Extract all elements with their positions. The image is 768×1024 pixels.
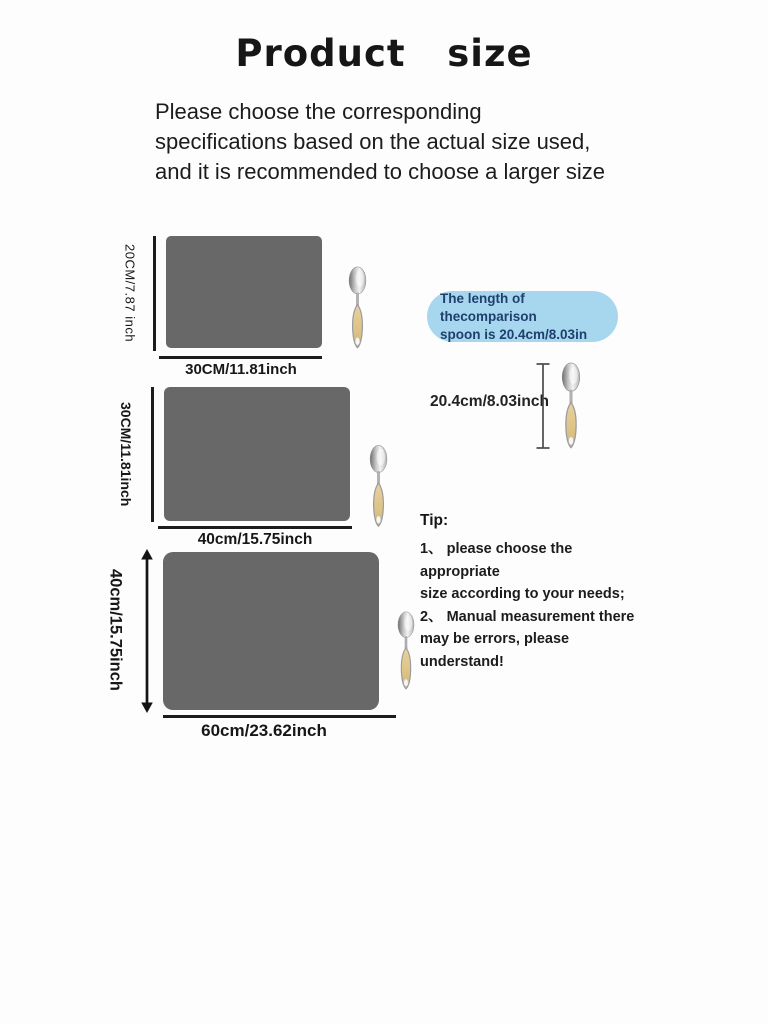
mat2-height-line (151, 387, 154, 522)
double-arrow-icon (137, 549, 157, 713)
tip-text (420, 538, 650, 673)
tip-line: size according to your needs; (420, 586, 625, 602)
callout-line1: The length of thecomparison (440, 290, 537, 324)
page-title: Product size (235, 32, 533, 75)
spoon-icon (560, 362, 582, 450)
mat3-height-label: 40cm/15.75inch (106, 569, 125, 691)
placemat-large (163, 552, 379, 710)
mat1-height-line (153, 236, 156, 351)
measure-line-icon (535, 362, 551, 450)
mat3-width-line (163, 715, 396, 718)
callout-line2: spoon is 20.4cm/8.03in (440, 326, 588, 342)
mat2-height-label: 30CM/11.81inch (118, 402, 134, 507)
mat1-height-label: 20CM/7.87 inch (122, 244, 138, 343)
mat3-width-label: 60cm/23.62inch (201, 721, 327, 740)
tip-heading: Tip: (420, 512, 449, 529)
tip-line: 2、 Manual measurement there (420, 608, 635, 625)
spoon-measure-label: 20.4cm/8.03inch (430, 393, 549, 410)
spoon-icon (368, 444, 389, 529)
tip-line: 1、 please choose the appropriate (420, 541, 573, 580)
tip-line: may be errors, please understand! (420, 631, 570, 670)
mat1-width-line (159, 356, 322, 359)
mat1-width-label: 30CM/11.81inch (185, 361, 297, 378)
placemat-medium (164, 387, 350, 521)
mat2-width-label: 40cm/15.75inch (197, 531, 313, 548)
spoon-icon (396, 610, 416, 692)
spoon-length-callout (427, 291, 618, 342)
placemat-small (166, 236, 322, 348)
mat2-width-line (158, 526, 352, 529)
intro-text: Please choose the corresponding specifications based on the actual size used, and it is recommended to choose a larger size (155, 99, 606, 184)
spoon-icon (347, 264, 368, 352)
